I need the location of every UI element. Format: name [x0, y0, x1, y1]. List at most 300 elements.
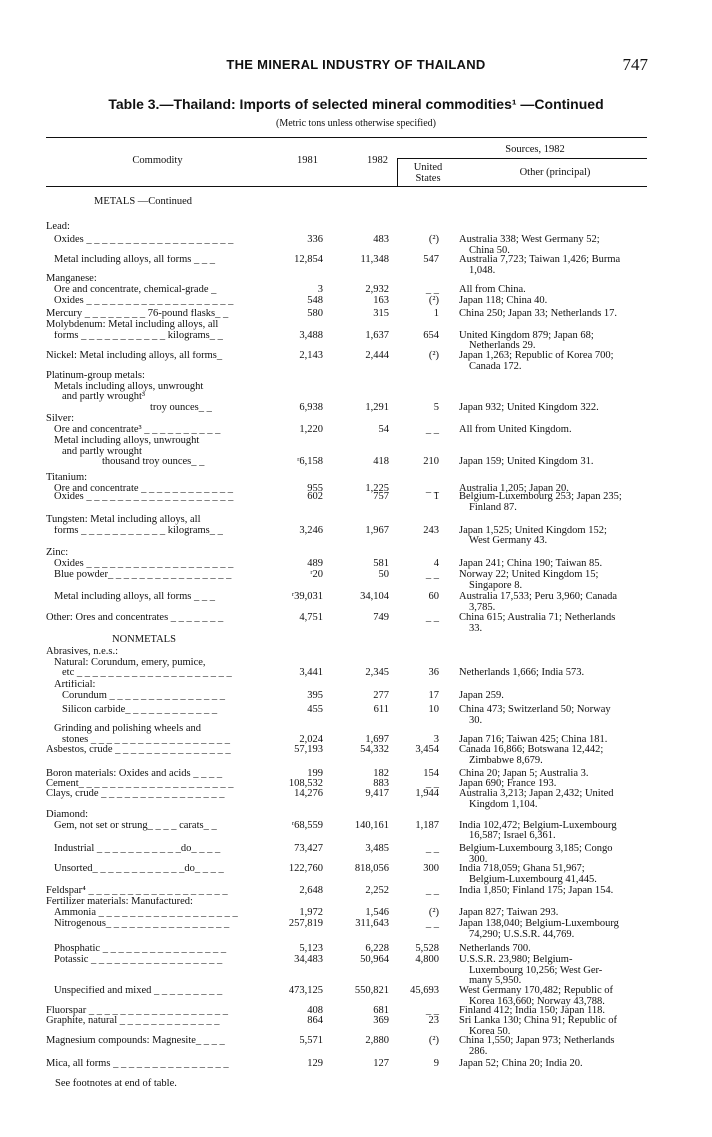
- other-sources-line: Australia 1,205; Japan 20.: [459, 482, 569, 494]
- value-1981: 108,532: [288, 778, 323, 789]
- value-united-states: 45,693: [410, 985, 439, 996]
- commodity-label: Tungsten: Metal including alloys, all: [46, 515, 201, 525]
- other-sources-line: 30.: [469, 714, 483, 726]
- value-1982: 2,880: [365, 1035, 389, 1046]
- other-sources: [459, 592, 652, 613]
- other-sources-line: Sri Lanka 130; China 91; Republic of: [459, 1015, 618, 1026]
- value-1981: 395: [307, 689, 323, 701]
- value-1982: 2,345: [365, 667, 389, 678]
- col-header-commodity: Commodity: [132, 155, 183, 166]
- value-united-states: (²): [428, 1035, 439, 1046]
- commodity-label: Metal including alloys, all forms _ _ _: [54, 592, 215, 602]
- other-sources: [459, 285, 652, 296]
- other-sources-line: Japan 1,525; United Kingdom 152;: [459, 524, 607, 536]
- other-sources-line: United Kingdom 879; Japan 68;: [459, 329, 594, 341]
- running-title: THE MINERAL INDUSTRY OF THAILAND: [226, 57, 486, 72]
- other-sources: [459, 526, 652, 547]
- value-1981: 864: [307, 1015, 323, 1026]
- value-united-states: _ _: [425, 843, 439, 854]
- commodity-label: Clays, crude _ _ _ _ _ _ _ _ _ _ _ _ _ _ _ _: [46, 789, 225, 799]
- value-1982: 1,697: [365, 733, 389, 745]
- value-1982: 369: [373, 1015, 389, 1026]
- other-sources: [459, 986, 652, 1007]
- other-sources: [459, 908, 652, 919]
- other-sources-line: Netherlands 1,666; India 573.: [459, 667, 585, 678]
- value-1981: 73,427: [294, 843, 323, 854]
- value-1982: 54,332: [360, 744, 389, 755]
- commodity-label: Phosphatic _ _ _ _ _ _ _ _ _ _ _ _ _ _ _ _: [54, 944, 227, 954]
- other-sources: [459, 821, 652, 842]
- value-united-states: _ _: [425, 885, 439, 896]
- other-sources-line: Japan 690; France 193.: [459, 778, 557, 789]
- table-subtitle: (Metric tons unless otherwise specified): [276, 118, 436, 129]
- table-title: Table 3.—Thailand: Imports of selected mineral commodities¹ —Continued: [108, 96, 604, 112]
- other-sources: [459, 613, 652, 634]
- value-1982: 2,932: [365, 283, 389, 295]
- other-sources: [459, 944, 652, 955]
- commodity-label: Oxides _ _ _ _ _ _ _ _ _ _ _ _ _ _ _ _ _ _ _: [54, 558, 234, 569]
- value-1981: 955: [307, 482, 323, 494]
- value-1982: 163: [373, 295, 389, 306]
- us-column-divider: [397, 158, 398, 186]
- commodity-cell: [46, 1059, 261, 1070]
- other-sources-line: Luxembourg 10,256; West Ger-: [469, 964, 603, 976]
- commodity-label: Oxides _ _ _ _ _ _ _ _ _ _ _ _ _ _ _ _ _ _ _: [54, 296, 234, 306]
- other-sources-line: Zimbabwe 8,679.: [469, 754, 543, 766]
- commodity-cell: [46, 986, 261, 997]
- other-sources-line: China 473; Switzerland 50; Norway: [459, 704, 611, 715]
- commodity-label: Zinc:: [46, 548, 69, 558]
- commodity-label: troy ounces_ _: [150, 402, 212, 413]
- col-header-1981: 1981: [297, 155, 318, 166]
- value-1982: 11,348: [360, 254, 389, 265]
- commodity-cell: [46, 769, 261, 780]
- commodity-label: Diamond:: [46, 810, 88, 820]
- commodity-label: Titanium:: [46, 473, 88, 483]
- value-1982: 883: [373, 778, 389, 789]
- commodity-cell: [46, 897, 261, 918]
- other-sources: [459, 296, 652, 307]
- commodity-cell: [46, 955, 261, 966]
- other-sources: [459, 1059, 652, 1070]
- other-sources-line: Kingdom 1,104.: [469, 798, 538, 810]
- value-united-states: _ _: [425, 482, 439, 494]
- value-1982: 418: [373, 456, 389, 467]
- page-number: 747: [622, 55, 648, 74]
- value-1982: 2,444: [365, 350, 389, 361]
- other-sources-line: 286.: [469, 1045, 488, 1057]
- value-united-states: _ _: [425, 918, 439, 929]
- value-1981: 489: [307, 557, 323, 569]
- commodity-label: Ammonia _ _ _ _ _ _ _ _ _ _ _ _ _ _ _ _ _ _: [54, 907, 238, 918]
- commodity-cell: [46, 320, 261, 341]
- value-1981: 122,760: [288, 863, 323, 874]
- top-rule: [46, 137, 647, 138]
- other-sources: [459, 886, 652, 897]
- value-united-states: 300: [423, 863, 439, 874]
- value-united-states: 210: [423, 456, 439, 467]
- commodity-label: Potassic _ _ _ _ _ _ _ _ _ _ _ _ _ _ _ _ _: [54, 955, 223, 965]
- commodity-cell: [46, 844, 261, 855]
- other-sources-line: China 1,550; Japan 973; Netherlands: [459, 1035, 615, 1046]
- other-sources-line: Japan 241; China 190; Taiwan 85.: [459, 557, 603, 569]
- other-sources-line: Australia 3,213; Japan 2,432; United: [459, 788, 614, 799]
- value-1982: 1,225: [365, 482, 389, 494]
- value-united-states: 1: [433, 308, 439, 319]
- commodity-cell: [46, 680, 261, 701]
- commodity-label: Asbestos, crude _ _ _ _ _ _ _ _ _ _ _ _ _ _ _: [46, 745, 231, 755]
- commodity-label: Feldspar⁴ _ _ _ _ _ _ _ _ _ _ _ _ _ _ _ _ _ _: [46, 886, 228, 896]
- other-sources-line: Japan 259.: [459, 689, 504, 701]
- commodity-label: and partly wrought: [62, 446, 142, 457]
- other-sources-line: 300.: [469, 853, 488, 865]
- commodity-cell: [46, 371, 261, 413]
- other-sources: [459, 955, 652, 987]
- commodity-cell: [46, 613, 261, 624]
- value-1982: 2,252: [365, 885, 389, 896]
- commodity-label: Abrasives, n.e.s.:: [46, 647, 119, 657]
- commodity-cell: [46, 414, 261, 435]
- other-sources: [459, 745, 652, 766]
- commodity-label: Graphite, natural _ _ _ _ _ _ _ _ _ _ _ _ _: [46, 1016, 220, 1026]
- value-1981: 3,488: [299, 329, 323, 341]
- other-sources: [459, 668, 652, 679]
- commodity-cell: [46, 592, 261, 603]
- value-1981: 473,125: [288, 985, 323, 996]
- commodity-label: forms _ _ _ _ _ _ _ _ _ _ _ kilograms_ _: [54, 330, 223, 341]
- value-1981: ʳ20: [310, 569, 323, 580]
- value-1982: 1,291: [365, 401, 389, 413]
- other-sources-line: 74,290; U.S.S.R. 44,769.: [469, 928, 575, 940]
- section-metals: METALS —Continued: [94, 196, 193, 207]
- commodity-label: Ore and concentrate, chemical-grade _: [54, 284, 217, 295]
- commodity-label: stones _ _ _ _ _ _ _ _ _ _ _ _ _ _ _ _ _ _: [62, 734, 230, 745]
- commodity-cell: [46, 705, 261, 716]
- commodity-label: Gem, not set or strung_ _ _ _ carats_ _: [54, 820, 217, 831]
- value-united-states: _ _: [425, 612, 439, 623]
- value-1982: 581: [373, 557, 389, 569]
- commodity-label: Metal including alloys, all forms _ _ _: [54, 255, 215, 265]
- other-sources-line: Netherlands 700.: [459, 943, 531, 954]
- value-united-states: 1,944: [415, 788, 439, 799]
- commodity-label: Metals including alloys, unwrought: [54, 381, 204, 392]
- value-united-states: _ _: [425, 778, 439, 789]
- commodity-label: Fertilizer materials: Manufactured:: [46, 897, 193, 907]
- col-header-1982: 1982: [367, 155, 388, 166]
- commodity-cell: [46, 274, 261, 295]
- commodity-label: Mercury _ _ _ _ _ _ _ _ 76-pound flasks_ _: [46, 309, 229, 319]
- commodity-cell: [46, 864, 261, 875]
- commodity-label: Blue powder_ _ _ _ _ _ _ _ _ _ _ _ _ _ _ _: [54, 570, 232, 580]
- value-united-states: 60: [428, 591, 439, 602]
- commodity-cell: [46, 309, 261, 320]
- commodity-label: Industrial _ _ _ _ _ _ _ _ _ _ _do_ _ _ _: [54, 844, 221, 854]
- other-sources: [459, 403, 652, 414]
- commodity-cell: [46, 296, 261, 307]
- value-1981: 199: [307, 768, 323, 779]
- other-sources: [459, 919, 652, 940]
- value-1982: 50,964: [360, 954, 389, 965]
- col-header-other: Other (principal): [519, 167, 591, 178]
- commodity-cell: [46, 515, 261, 536]
- value-united-states: 3: [433, 733, 439, 745]
- other-sources: [459, 492, 652, 513]
- commodity-cell: [46, 235, 261, 246]
- commodity-label: Nitrogenous_ _ _ _ _ _ _ _ _ _ _ _ _ _ _ _: [54, 919, 230, 929]
- other-sources-line: Belgium-Luxembourg 41,445.: [469, 873, 597, 885]
- commodity-cell: [46, 1016, 261, 1027]
- value-united-states: _ _: [425, 423, 439, 435]
- other-sources-line: Japan 932; United Kingdom 322.: [459, 401, 599, 413]
- value-1981: 548: [307, 295, 323, 306]
- other-sources-line: 33.: [469, 622, 483, 634]
- other-sources-line: Netherlands 29.: [469, 340, 536, 351]
- value-1981: 2,024: [299, 733, 323, 745]
- other-sources-line: Australia 7,723; Taiwan 1,426; Burma: [459, 254, 621, 265]
- other-sources-line: Japan 159; United Kingdom 31.: [459, 456, 594, 467]
- value-1982: 9,417: [365, 788, 389, 799]
- other-sources-line: India 1,850; Finland 175; Japan 154.: [459, 885, 614, 896]
- value-1981: ʳ68,559: [291, 819, 323, 831]
- commodity-label: Oxides _ _ _ _ _ _ _ _ _ _ _ _ _ _ _ _ _ _ _: [54, 235, 234, 245]
- col-header-sources: Sources, 1982: [505, 144, 565, 155]
- value-1982: 34,104: [360, 591, 389, 602]
- commodity-cell: [46, 1036, 261, 1047]
- value-1981: ʳ39,031: [291, 591, 323, 602]
- commodity-cell: [46, 745, 261, 756]
- value-1982: 749: [373, 612, 389, 623]
- other-sources-line: Japan 52; China 20; India 20.: [459, 1058, 583, 1069]
- other-sources-line: Canada 16,866; Botswana 12,442;: [459, 744, 604, 755]
- col-header-united-states: United States: [413, 162, 443, 184]
- value-1982: 3,485: [365, 843, 389, 854]
- value-1982: 1,637: [365, 329, 389, 341]
- commodity-label: forms _ _ _ _ _ _ _ _ _ _ _ kilograms_ _: [54, 525, 223, 536]
- sources-rule: [397, 158, 647, 159]
- other-sources-line: Japan 827; Taiwan 293.: [459, 906, 559, 918]
- value-1982: 182: [373, 768, 389, 779]
- commodity-label: Oxides _ _ _ _ _ _ _ _ _ _ _ _ _ _ _ _ _ _ _: [54, 492, 234, 502]
- value-1981: 34,483: [294, 954, 323, 965]
- value-united-states: 23: [428, 1015, 439, 1026]
- commodity-cell: [46, 436, 261, 468]
- other-sources-line: All from China.: [459, 283, 526, 295]
- commodity-label: Lead:: [46, 222, 70, 232]
- value-1981: 2,143: [299, 350, 323, 361]
- value-1981: 57,193: [294, 744, 323, 755]
- other-sources-line: China 615; Australia 71; Netherlands: [459, 612, 616, 623]
- other-sources-line: many 5,950.: [469, 975, 522, 986]
- other-sources-line: 16,587; Israel 6,361.: [469, 830, 556, 841]
- value-1981: 6,938: [299, 401, 323, 413]
- other-sources-line: Finland 412; India 150; Japan 118.: [459, 1005, 606, 1016]
- other-sources-line: Belgium-Luxembourg 253; Japan 235;: [459, 491, 622, 502]
- other-sources: [459, 457, 652, 468]
- other-sources: [459, 844, 652, 865]
- commodity-label: Manganese:: [46, 274, 97, 284]
- value-1981: 1,972: [299, 906, 323, 918]
- commodity-cell: [46, 351, 261, 362]
- value-1982: 757: [373, 491, 389, 502]
- other-sources-line: 1,048.: [469, 264, 496, 276]
- value-1982: 50: [378, 569, 389, 580]
- value-1982: 140,161: [354, 819, 389, 831]
- commodity-label: and partly wrought³: [62, 392, 146, 402]
- other-sources-line: Japan 118; China 40.: [459, 295, 548, 306]
- commodity-label: Cement_ _ _ _ _ _ _ _ _ _ _ _ _ _ _ _ _ _ _ _: [46, 779, 234, 789]
- value-1982: 611: [373, 704, 389, 715]
- other-sources-line: Belgium-Luxembourg 3,185; Congo: [459, 843, 613, 854]
- commodity-cell: [46, 789, 261, 800]
- value-1981: 455: [307, 704, 323, 715]
- value-1981: 5,571: [299, 1035, 323, 1046]
- value-1982: 1,967: [365, 524, 389, 536]
- other-sources: [459, 864, 652, 885]
- commodity-label: Platinum-group metals:: [46, 371, 145, 381]
- value-united-states: 4,800: [415, 954, 439, 965]
- value-1981: 1,220: [299, 423, 323, 435]
- value-united-states: 654: [423, 329, 439, 341]
- commodity-label: Fluorspar _ _ _ _ _ _ _ _ _ _ _ _ _ _ _ _ _ _: [46, 1006, 228, 1016]
- value-1982: 315: [373, 308, 389, 319]
- value-1982: 550,821: [354, 985, 389, 996]
- value-united-states: (²): [428, 350, 439, 361]
- value-united-states: 5,528: [415, 943, 439, 954]
- value-united-states: _ _: [425, 569, 439, 580]
- section-nonmetals: NONMETALS: [112, 634, 176, 645]
- other-sources: [459, 1016, 652, 1037]
- other-sources: [459, 705, 652, 726]
- value-united-states: 154: [423, 768, 439, 779]
- value-1982: 1,546: [365, 906, 389, 918]
- value-united-states: 1: [433, 491, 439, 502]
- other-sources: [459, 309, 652, 320]
- value-united-states: 243: [423, 524, 439, 536]
- other-sources-line: China 250; Japan 33; Netherlands 17.: [459, 308, 618, 319]
- commodity-label: Silver:: [46, 414, 74, 424]
- other-sources-line: Korea 50.: [469, 1025, 511, 1037]
- value-1981: 580: [307, 308, 323, 319]
- other-sources: [459, 235, 652, 256]
- commodity-cell: [46, 1006, 261, 1017]
- value-united-states: 36: [428, 667, 439, 678]
- commodity-cell: [46, 473, 261, 494]
- commodity-label: thousand troy ounces_ _: [102, 457, 205, 467]
- value-united-states: (²): [428, 906, 439, 918]
- commodity-cell: [46, 492, 261, 503]
- other-sources-line: 3,785.: [469, 601, 496, 613]
- value-united-states: _ _: [425, 1005, 439, 1016]
- value-1981: 3,441: [299, 667, 323, 678]
- other-sources-line: U.S.S.R. 23,980; Belgium-: [459, 954, 573, 965]
- commodity-label: Artificial:: [54, 680, 96, 690]
- commodity-label: Unspecified and mixed _ _ _ _ _ _ _ _ _: [54, 986, 223, 996]
- footnote: See footnotes at end of table.: [55, 1078, 177, 1089]
- commodity-cell: [46, 886, 261, 897]
- commodity-cell: [46, 647, 261, 679]
- other-sources: [459, 559, 652, 570]
- commodity-label: Molybdenum: Metal including alloys, all: [46, 320, 219, 330]
- value-1982: 681: [373, 1005, 389, 1016]
- value-1982: 127: [373, 1058, 389, 1069]
- other-sources: [459, 425, 652, 436]
- other-sources-line: Canada 172.: [469, 360, 522, 372]
- other-sources: [459, 255, 652, 276]
- commodity-cell: [46, 724, 261, 745]
- other-sources: [459, 331, 652, 352]
- commodity-label: Unsorted_ _ _ _ _ _ _ _ _ _ _ _do_ _ _ _: [54, 864, 224, 874]
- value-united-states: 547: [423, 254, 439, 265]
- commodity-label: Magnesium compounds: Magnesite_ _ _ _: [46, 1036, 225, 1046]
- value-1982: 277: [373, 689, 389, 701]
- other-sources-line: West Germany 170,482; Republic of: [459, 985, 613, 996]
- value-1982: 818,056: [354, 863, 389, 874]
- other-sources-line: Korea 163,660; Norway 43,788.: [469, 995, 605, 1007]
- value-united-states: 1,187: [415, 819, 439, 831]
- value-united-states: 10: [428, 704, 439, 715]
- commodity-cell: [46, 779, 261, 790]
- commodity-label: Ore and concentrate³ _ _ _ _ _ _ _ _ _ _: [54, 424, 221, 435]
- commodity-label: Corundum _ _ _ _ _ _ _ _ _ _ _ _ _ _ _: [62, 690, 226, 701]
- commodity-label: Grinding and polishing wheels and: [54, 724, 201, 734]
- other-sources-line: Finland 87.: [469, 501, 517, 513]
- commodity-label: Natural: Corundum, emery, pumice,: [54, 657, 206, 668]
- value-1981: 257,819: [288, 918, 323, 929]
- value-1981: 4,751: [299, 612, 323, 623]
- commodity-label: Ore and concentrate _ _ _ _ _ _ _ _ _ _ _ _: [54, 483, 234, 494]
- commodity-cell: [46, 810, 261, 831]
- value-1981: 5,123: [299, 943, 323, 954]
- value-1981: ʳ6,158: [297, 456, 323, 467]
- commodity-cell: [46, 548, 261, 569]
- other-sources: [459, 570, 652, 591]
- other-sources-line: Singapore 8.: [469, 579, 523, 591]
- other-sources: [459, 691, 652, 702]
- value-united-states: _ _: [425, 283, 439, 295]
- other-sources-line: All from United Kingdom.: [459, 423, 572, 435]
- other-sources-line: Japan 716; Taiwan 425; China 181.: [459, 733, 608, 745]
- other-sources-line: China 20; Japan 5; Australia 3.: [459, 768, 589, 779]
- commodity-cell: [46, 255, 261, 266]
- value-1982: 483: [373, 234, 389, 245]
- value-1981: 2,648: [299, 885, 323, 896]
- commodity-cell: [46, 570, 261, 581]
- commodity-label: Nickel: Metal including alloys, all forms_: [46, 351, 223, 361]
- other-sources-line: China 50.: [469, 244, 510, 256]
- value-united-states: 5: [433, 401, 439, 413]
- value-united-states: 9: [433, 1058, 439, 1069]
- commodity-label: Silicon carbide_ _ _ _ _ _ _ _ _ _ _ _: [62, 705, 218, 715]
- other-sources: [459, 351, 652, 372]
- other-sources-line: Australia 338; West Germany 52;: [459, 234, 600, 245]
- other-sources: [459, 1036, 652, 1057]
- value-1982: 54: [378, 423, 389, 435]
- value-1981: 12,854: [294, 254, 323, 265]
- value-1982: 6,228: [365, 943, 389, 954]
- other-sources-line: Norway 22; United Kingdom 15;: [459, 569, 599, 580]
- commodity-label: Mica, all forms _ _ _ _ _ _ _ _ _ _ _ _ _ _ _: [46, 1059, 229, 1069]
- value-united-states: (²): [428, 234, 439, 245]
- value-1981: 3,246: [299, 524, 323, 536]
- value-united-states: 17: [428, 689, 439, 701]
- value-1982: 311,643: [355, 918, 389, 929]
- value-1981: 336: [307, 234, 323, 245]
- value-united-states: (²): [428, 295, 439, 306]
- value-united-states: 3,454: [415, 744, 439, 755]
- commodity-label: Other: Ores and concentrates _ _ _ _ _ _ _: [46, 613, 224, 623]
- value-united-states: 4: [433, 557, 439, 569]
- other-sources-line: India 718,059; Ghana 51,967;: [459, 863, 585, 874]
